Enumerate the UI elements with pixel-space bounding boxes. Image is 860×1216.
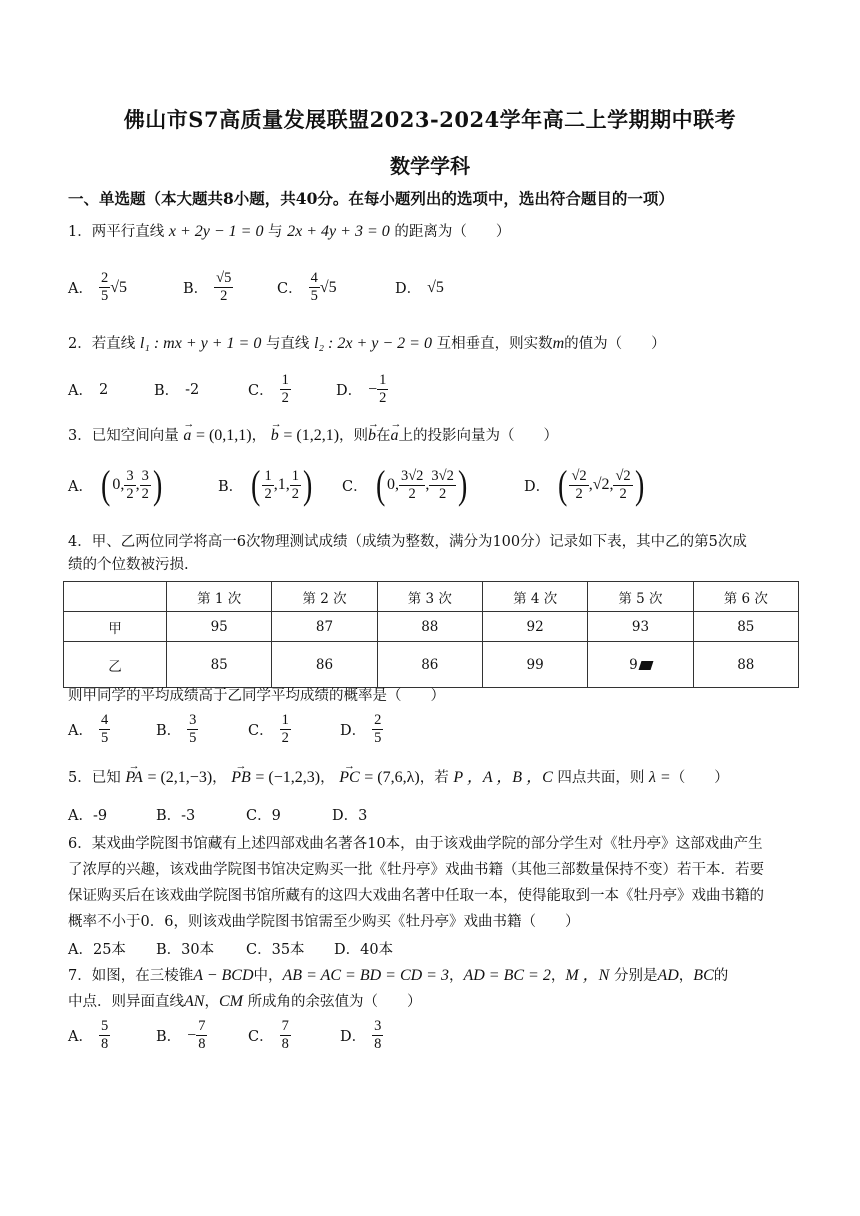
question-6-line-3: 保证购买后在该戏曲学院图书馆所藏有的这四大戏曲名著中任取一本，使得能取到一本《牡丹亭》戏曲书籍的 <box>68 888 764 904</box>
page-title: 佛山市S7高质量发展联盟2023-2024学年高二上学期期中联考 <box>123 107 737 132</box>
question-4-line-1: 4．甲、乙两位同学将高一6次物理测试成绩（成绩为整数，满分为100分）记录如下表，其中乙的第5次成 <box>68 534 747 550</box>
score-table <box>63 581 799 688</box>
option-b[interactable]: B． $\frac{√5}{2}$ <box>183 270 232 304</box>
option-c[interactable]: C． $\frac{1}{2}$ <box>248 372 289 406</box>
option-d[interactable]: D． $\frac{3}{8}$ <box>340 1018 382 1052</box>
question-2-options <box>68 372 388 407</box>
question-4-options <box>68 712 383 747</box>
question-6-options <box>68 938 393 959</box>
option-d[interactable]: D． − $\frac{1}{2}$ <box>336 372 387 406</box>
option-c[interactable]: C．9 <box>246 808 281 824</box>
option-d[interactable]: D．3 <box>332 808 368 824</box>
option-b[interactable]: B．-3 <box>156 808 196 824</box>
smudged-score: 9 <box>629 656 638 673</box>
option-a[interactable]: A． 2 <box>68 381 109 399</box>
question-4-line-3: 则甲同学的平均成绩高于乙同学平均成绩的概率是（ ） <box>68 688 445 704</box>
question-4-line-2: 绩的个位数被污损. <box>68 557 189 573</box>
option-a[interactable]: A． $\frac{4}{5}$ <box>68 712 109 746</box>
table-row: 乙 85 86 86 99 9 88 <box>64 642 799 688</box>
option-d[interactable]: D． $\frac{2}{5}$ <box>340 712 382 746</box>
question-7-line-1: 7．如图，在三棱锥A − BCD中，AB = AC = BD = CD = 3，AD = BC = 2，M ，N 分别是AD，BC的 <box>68 967 729 984</box>
option-b[interactable]: B．30本 <box>156 942 215 958</box>
line-equation-2: 2x + 4y + 3 = 0 <box>287 223 390 240</box>
question-7-options <box>68 1018 383 1053</box>
question-6-line-1: 6．某戏曲学院图书馆藏有上述四部戏曲名著各10本，由于该戏曲学院的部分学生对《牡丹亭》这部戏曲产生 <box>68 836 763 852</box>
option-a[interactable]: A． $\frac{5}{8}$ <box>68 1018 109 1052</box>
ink-blot-icon <box>638 661 653 670</box>
option-d[interactable]: D． √5 <box>395 278 444 297</box>
question-3: 3．已知空间向量 → a = (0,1,1)， → b = (1,2,1)，则→ b在→ a上的投影向量为（ ） <box>68 426 558 446</box>
option-c[interactable]: C． $\frac{7}{8}$ <box>248 1018 289 1052</box>
option-a[interactable]: A．-9 <box>68 808 108 824</box>
table-header-row: 第 1 次 第 2 次 第 3 次 第 4 次 第 5 次 第 6 次 <box>64 582 799 612</box>
question-7-line-2: 中点．则异面直线AN，CM 所成角的余弦值为（ ） <box>68 993 422 1010</box>
option-c[interactable]: C． ( 0, $\frac{3√2}{2}$ , $\frac{3√2}{2}$ ) <box>342 462 468 507</box>
option-b[interactable]: B． -2 <box>154 381 200 399</box>
question-6-line-2: 了浓厚的兴趣，该戏曲学院图书馆决定购买一批《牡丹亭》戏曲书籍（其他三部数量保持不变）若干本．若要 <box>68 862 764 878</box>
option-c[interactable]: C． $\frac{1}{2}$ <box>248 712 289 746</box>
question-3-options <box>68 462 646 507</box>
question-1: 1．两平行直线 x + 2y − 1 = 0 与 2x + 4y + 3 = 0 的距离为（ ） <box>68 223 511 240</box>
question-5-options <box>68 804 367 825</box>
option-a[interactable]: A． $\frac{2}{5}$ √5 <box>68 270 128 304</box>
option-d[interactable]: D．40本 <box>334 942 394 958</box>
question-1-options <box>68 270 444 305</box>
option-d[interactable]: D． ( $\frac{√2}{2}$ ,√2, $\frac{√2}{2}$ ) <box>524 462 645 507</box>
page-subtitle: 数学学科 <box>390 154 470 178</box>
section-heading: 一、单选题（本大题共8小题，共40分。在每小题列出的选项中，选出符合题目的一项） <box>68 189 674 208</box>
option-b[interactable]: B． $\frac{3}{5}$ <box>156 712 197 746</box>
option-c[interactable]: C．35本 <box>246 942 305 958</box>
question-5: 5．已知 → PA = (2,1,−3)， → PB = (−1,2,3)， → PC = (7,6,λ)，若 P ，A ，B ，C 四点共面，则 λ =（ ） <box>68 768 729 788</box>
question-2: 2．若直线 l₁ : mx + y + 1 = 0 与直线 l₂ : 2x + y − 2 = 0 互相垂直，则实数m的值为（ ） <box>68 335 666 352</box>
option-b[interactable]: B． − $\frac{7}{8}$ <box>156 1018 206 1052</box>
question-6-line-4: 概率不小于0．6，则该戏曲学院图书馆需至少购买《牡丹亭》戏曲书籍（ ） <box>68 914 580 930</box>
line-equation-1: x + 2y − 1 = 0 <box>168 223 264 240</box>
option-b[interactable]: B． ( $\frac{1}{2}$ ,1, $\frac{1}{2}$ ) <box>218 462 313 507</box>
option-a[interactable]: A．25本 <box>68 942 126 958</box>
option-a[interactable]: A． ( 0, $\frac{3}{2}$ , $\frac{3}{2}$ ) <box>68 462 163 507</box>
option-c[interactable]: C． $\frac{4}{5}$ √5 <box>277 270 337 304</box>
table-row: 甲 95 87 88 92 93 85 <box>64 612 799 642</box>
